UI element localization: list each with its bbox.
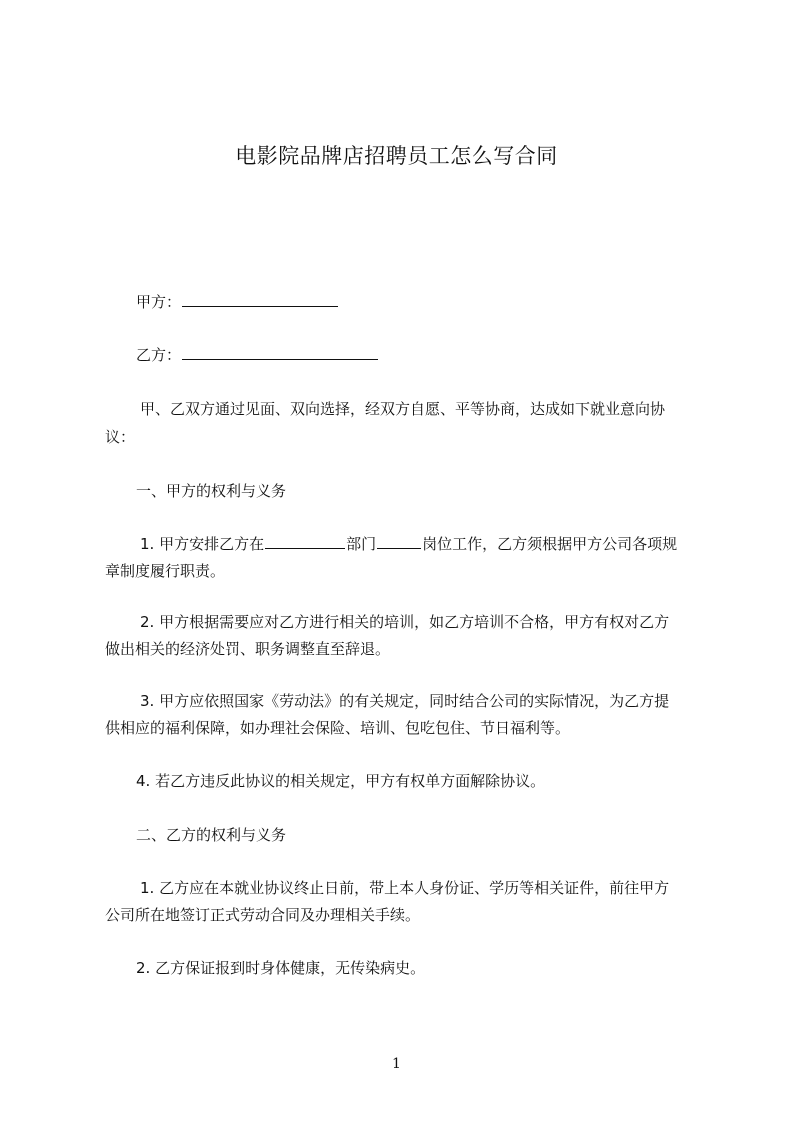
party-a-line [136, 292, 339, 312]
document-title: 电影院品牌店招聘员工怎么写合同 [235, 144, 558, 168]
s1-item-2-line-1: 2. 甲方根据需要应对乙方进行相关的培训，如乙方培训不合格，甲方有权对乙方 [140, 613, 670, 631]
s1-item-1-line-2: 章制度履行职责。 [105, 562, 226, 580]
intro-line-2: 议： [105, 428, 136, 446]
s1-item-2-line-2: 做出相关的经济处罚、职务调整直至辞退。 [105, 640, 391, 658]
position-blank [377, 534, 421, 549]
party-b-label: 乙方： [136, 346, 182, 364]
s2-item-2-line-1: 2. 乙方保证报到时身体健康，无传染病史。 [136, 959, 426, 977]
intro-line-1: 甲、乙双方通过见面、双向选择，经双方自愿、平等协商，达成如下就业意向协 [140, 400, 666, 418]
s1-item-4-line-1: 4. 若乙方违反此协议的相关规定，甲方有权单方面解除协议。 [136, 772, 546, 790]
party-a-label: 甲方： [136, 293, 182, 311]
s2-item-1-line-2: 公司所在地签订正式劳动合同及办理相关手续。 [105, 906, 421, 924]
party-a-blank [182, 292, 338, 307]
s1-item-1-line-1 [140, 534, 677, 554]
party-b-blank [182, 345, 378, 360]
s1-item-1-part-3: 岗位工作，乙方须根据甲方公司各项规 [422, 535, 678, 553]
s1-item-3-line-1: 3. 甲方应依照国家《劳动法》的有关规定，同时结合公司的实际情况，为乙方提 [140, 692, 670, 710]
s2-item-1-line-1: 1. 乙方应在本就业协议终止日前，带上本人身份证、学历等相关证件，前往甲方 [140, 879, 670, 897]
section-2-heading: 二、乙方的权利与义务 [136, 826, 287, 844]
s1-item-3-line-2: 供相应的福利保障，如办理社会保险、培训、包吃包住、节日福利等。 [105, 719, 571, 737]
page-number: 1 [392, 1056, 401, 1072]
s1-item-1-part-1: 1. 甲方安排乙方在 [140, 535, 265, 553]
party-b-line [136, 345, 379, 365]
s1-item-1-part-2: 部门 [346, 535, 377, 553]
department-blank [265, 534, 345, 549]
section-1-heading: 一、甲方的权利与义务 [136, 482, 287, 500]
